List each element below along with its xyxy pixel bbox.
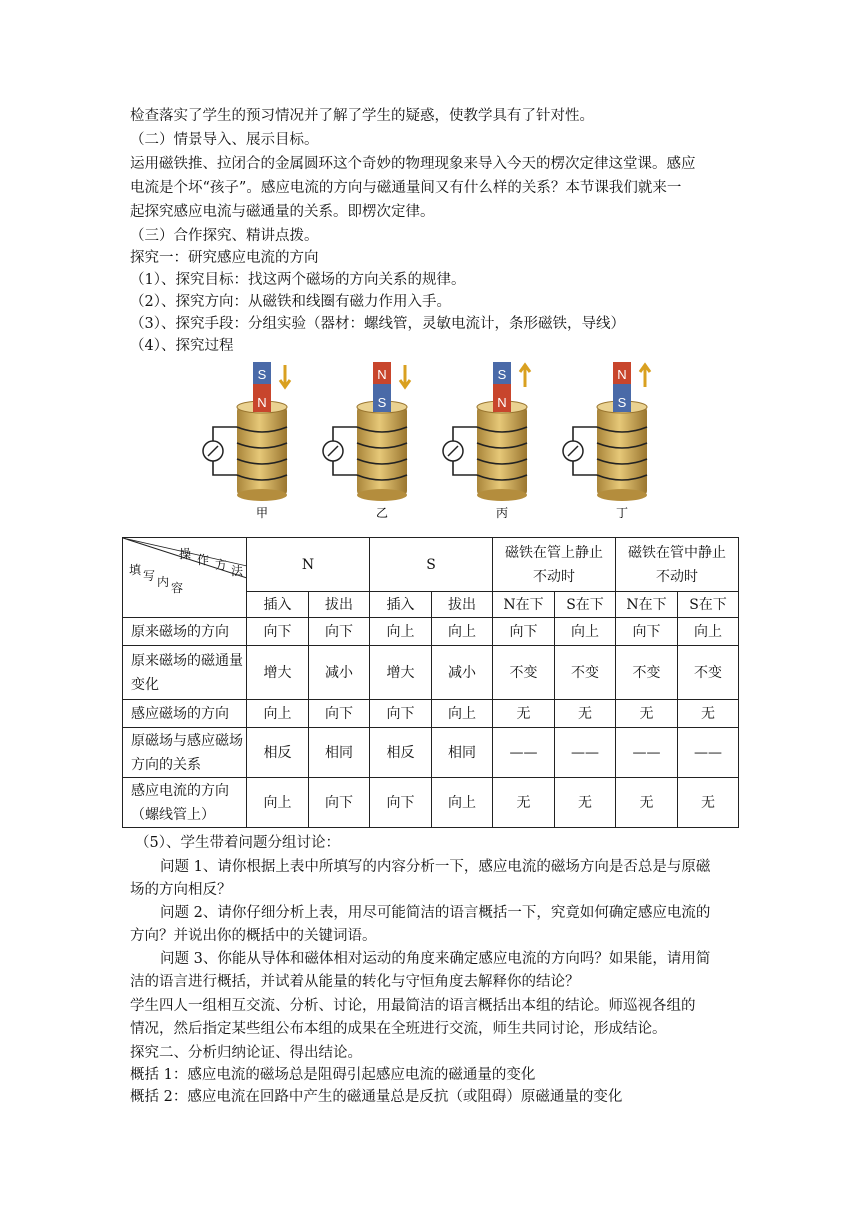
setup-ding bbox=[563, 362, 650, 520]
table-cell: 向下 bbox=[616, 618, 678, 646]
table-row bbox=[123, 700, 739, 728]
col-group-s: S bbox=[370, 538, 493, 592]
table-cell: 向上 bbox=[247, 778, 309, 828]
table-cell: 向下 bbox=[370, 778, 432, 828]
table-cell: 向下 bbox=[309, 700, 370, 728]
row-header bbox=[123, 728, 247, 778]
col-header: 插入 bbox=[370, 592, 432, 618]
text-line: 电流是个坏“孩子”。感应电流的方向与磁通量间又有什么样的关系？本节课我们就来一 bbox=[130, 180, 682, 196]
magnet-bottom-label: S bbox=[617, 395, 627, 410]
table-cell: —— bbox=[678, 728, 739, 778]
table-cell: 不变 bbox=[493, 646, 555, 700]
table-cell: 不变 bbox=[678, 646, 739, 700]
corner-text: 作 bbox=[197, 553, 210, 567]
experiment-table bbox=[122, 537, 739, 828]
magnet-top-label: N bbox=[617, 367, 627, 382]
table-cell: 无 bbox=[493, 700, 555, 728]
corner-text: 填 bbox=[129, 563, 142, 577]
corner-text: 容 bbox=[171, 581, 184, 595]
table-cell: 向上 bbox=[432, 700, 493, 728]
magnet-bottom-label: N bbox=[497, 395, 507, 410]
col-group-top-static bbox=[493, 538, 616, 592]
col-header: 拔出 bbox=[432, 592, 493, 618]
section-heading: （三）合作探究、精讲点拨。 bbox=[130, 228, 319, 244]
text-line: 检查落实了学生的预习情况并了解了学生的疑惑，使教学具有了针对性。 bbox=[130, 108, 594, 124]
text-line: （5）、学生带着问题分组讨论： bbox=[135, 835, 340, 851]
col-header: S在下 bbox=[555, 592, 616, 618]
table-cell: 无 bbox=[616, 700, 678, 728]
text-line: 概括 2：感应电流在回路中产生的磁通量总是反抗（或阻碍）原磁通量的变化 bbox=[130, 1089, 623, 1105]
text-line: 起探究感应电流与磁通量的关系。即楞次定律。 bbox=[130, 204, 435, 220]
col-header: 拔出 bbox=[309, 592, 370, 618]
table-cell: 向上 bbox=[555, 618, 616, 646]
table-cell: 向上 bbox=[432, 778, 493, 828]
table-row bbox=[123, 618, 739, 646]
magnet-bottom-label: N bbox=[257, 395, 267, 410]
col-group-in-static-text: 磁铁在管中静止不动时 bbox=[628, 544, 726, 585]
text-line: 探究一：研究感应电流的方向 bbox=[130, 250, 319, 266]
row-header-text: 原磁场与感应磁场方向的关系 bbox=[131, 732, 243, 773]
table-cell: 相反 bbox=[247, 728, 309, 778]
col-header: N在下 bbox=[493, 592, 555, 618]
setup-label: 丁 bbox=[615, 506, 629, 520]
magnet-top-label: S bbox=[257, 367, 267, 382]
table-corner-cell bbox=[123, 538, 247, 618]
table-cell: 不变 bbox=[555, 646, 616, 700]
table-cell: 相反 bbox=[370, 728, 432, 778]
table-cell: 向下 bbox=[309, 778, 370, 828]
row-header-text: 原来磁场的磁通量变化 bbox=[131, 652, 243, 693]
table-cell: 不变 bbox=[616, 646, 678, 700]
setup-label: 甲 bbox=[255, 506, 269, 520]
text-line: （2）、探究方向：从磁铁和线圈有磁力作用入手。 bbox=[130, 294, 451, 310]
table-cell: —— bbox=[493, 728, 555, 778]
text-line: （4）、探究过程 bbox=[130, 338, 234, 354]
table-cell: 向上 bbox=[432, 618, 493, 646]
table-cell: 无 bbox=[678, 778, 739, 828]
corner-text: 操 bbox=[179, 547, 192, 561]
table-cell: 无 bbox=[555, 700, 616, 728]
col-group-n: N bbox=[247, 538, 370, 592]
corner-text: 方 bbox=[215, 558, 228, 572]
row-header bbox=[123, 778, 247, 828]
table-cell: —— bbox=[555, 728, 616, 778]
corner-text: 内 bbox=[157, 575, 170, 589]
row-header: 感应磁场的方向 bbox=[123, 700, 247, 728]
corner-text: 写 bbox=[143, 569, 156, 583]
table-row bbox=[123, 728, 739, 778]
setup-yi bbox=[323, 362, 410, 520]
table-cell: 减小 bbox=[432, 646, 493, 700]
text-line: 学生四人一组相互交流、分析、讨论，用最简洁的语言概括出本组的结论。师巡视各组的 bbox=[130, 998, 696, 1014]
experiment-illustration bbox=[195, 357, 675, 529]
section-heading: （二）情景导入、展示目标。 bbox=[130, 132, 319, 148]
text-line: （3）、探究手段：分组实验（器材：螺线管，灵敏电流计，条形磁铁，导线） bbox=[130, 316, 625, 332]
row-header bbox=[123, 646, 247, 700]
table-cell: 无 bbox=[555, 778, 616, 828]
section-heading: 探究二、分析归纳论证、得出结论。 bbox=[130, 1045, 362, 1061]
text-line: 场的方向相反？ bbox=[130, 882, 232, 898]
text-line: 洁的语言进行概括，并试着从能量的转化与守恒角度去解释你的结论？ bbox=[130, 974, 580, 990]
text-line: 问题 1、请你根据上表中所填写的内容分析一下，感应电流的磁场方向是否总是与原磁 bbox=[160, 859, 711, 875]
table-cell: 向下 bbox=[370, 700, 432, 728]
text-line: 运用磁铁推、拉闭合的金属圆环这个奇妙的物理现象来导入今天的楞次定律这堂课。感应 bbox=[130, 156, 696, 172]
text-line: 方向？并说出你的概括中的关键词语。 bbox=[130, 928, 377, 944]
table-cell: 相同 bbox=[432, 728, 493, 778]
col-group-top-static-text: 磁铁在管上静止不动时 bbox=[505, 544, 603, 585]
text-line: 概括 1：感应电流的磁场总是阻碍引起感应电流的磁通量的变化 bbox=[130, 1067, 536, 1083]
table-cell: 减小 bbox=[309, 646, 370, 700]
table-cell: 无 bbox=[616, 778, 678, 828]
table-cell: 向下 bbox=[493, 618, 555, 646]
text-line: （1）、探究目标：找这两个磁场的方向关系的规律。 bbox=[130, 272, 466, 288]
table-cell: 增大 bbox=[247, 646, 309, 700]
text-line: 情况，然后指定某些组公布本组的成果在全班进行交流，师生共同讨论，形成结论。 bbox=[130, 1021, 667, 1037]
table-cell: 相同 bbox=[309, 728, 370, 778]
text-line: 问题 2、请你仔细分析上表，用尽可能简洁的语言概括一下，究竟如何确定感应电流的 bbox=[160, 905, 711, 921]
table-cell: 向上 bbox=[247, 700, 309, 728]
table-cell: 增大 bbox=[370, 646, 432, 700]
magnet-bottom-label: S bbox=[377, 395, 387, 410]
magnet-top-label: S bbox=[497, 367, 507, 382]
setup-jia bbox=[203, 362, 290, 520]
table-cell: 向下 bbox=[247, 618, 309, 646]
col-header: N在下 bbox=[616, 592, 678, 618]
table-cell: 向上 bbox=[678, 618, 739, 646]
table-cell: 无 bbox=[493, 778, 555, 828]
setup-label: 丙 bbox=[495, 506, 509, 520]
table-row bbox=[123, 778, 739, 828]
row-header: 原来磁场的方向 bbox=[123, 618, 247, 646]
text-line: 问题 3、你能从导体和磁体相对运动的角度来确定感应电流的方向吗？如果能，请用简 bbox=[160, 951, 711, 967]
col-header: S在下 bbox=[678, 592, 739, 618]
setup-label: 乙 bbox=[375, 506, 389, 520]
corner-text: 法 bbox=[231, 564, 244, 578]
setup-bing bbox=[443, 362, 530, 520]
row-header-text: 感应电流的方向（螺线管上） bbox=[131, 782, 229, 823]
table-cell: 向下 bbox=[309, 618, 370, 646]
table-cell: 无 bbox=[678, 700, 739, 728]
table-row bbox=[123, 646, 739, 700]
magnet-top-label: N bbox=[377, 367, 387, 382]
col-group-in-static bbox=[616, 538, 739, 592]
col-header: 插入 bbox=[247, 592, 309, 618]
experiment-figure bbox=[195, 357, 675, 529]
table-cell: 向上 bbox=[370, 618, 432, 646]
table-cell: —— bbox=[616, 728, 678, 778]
